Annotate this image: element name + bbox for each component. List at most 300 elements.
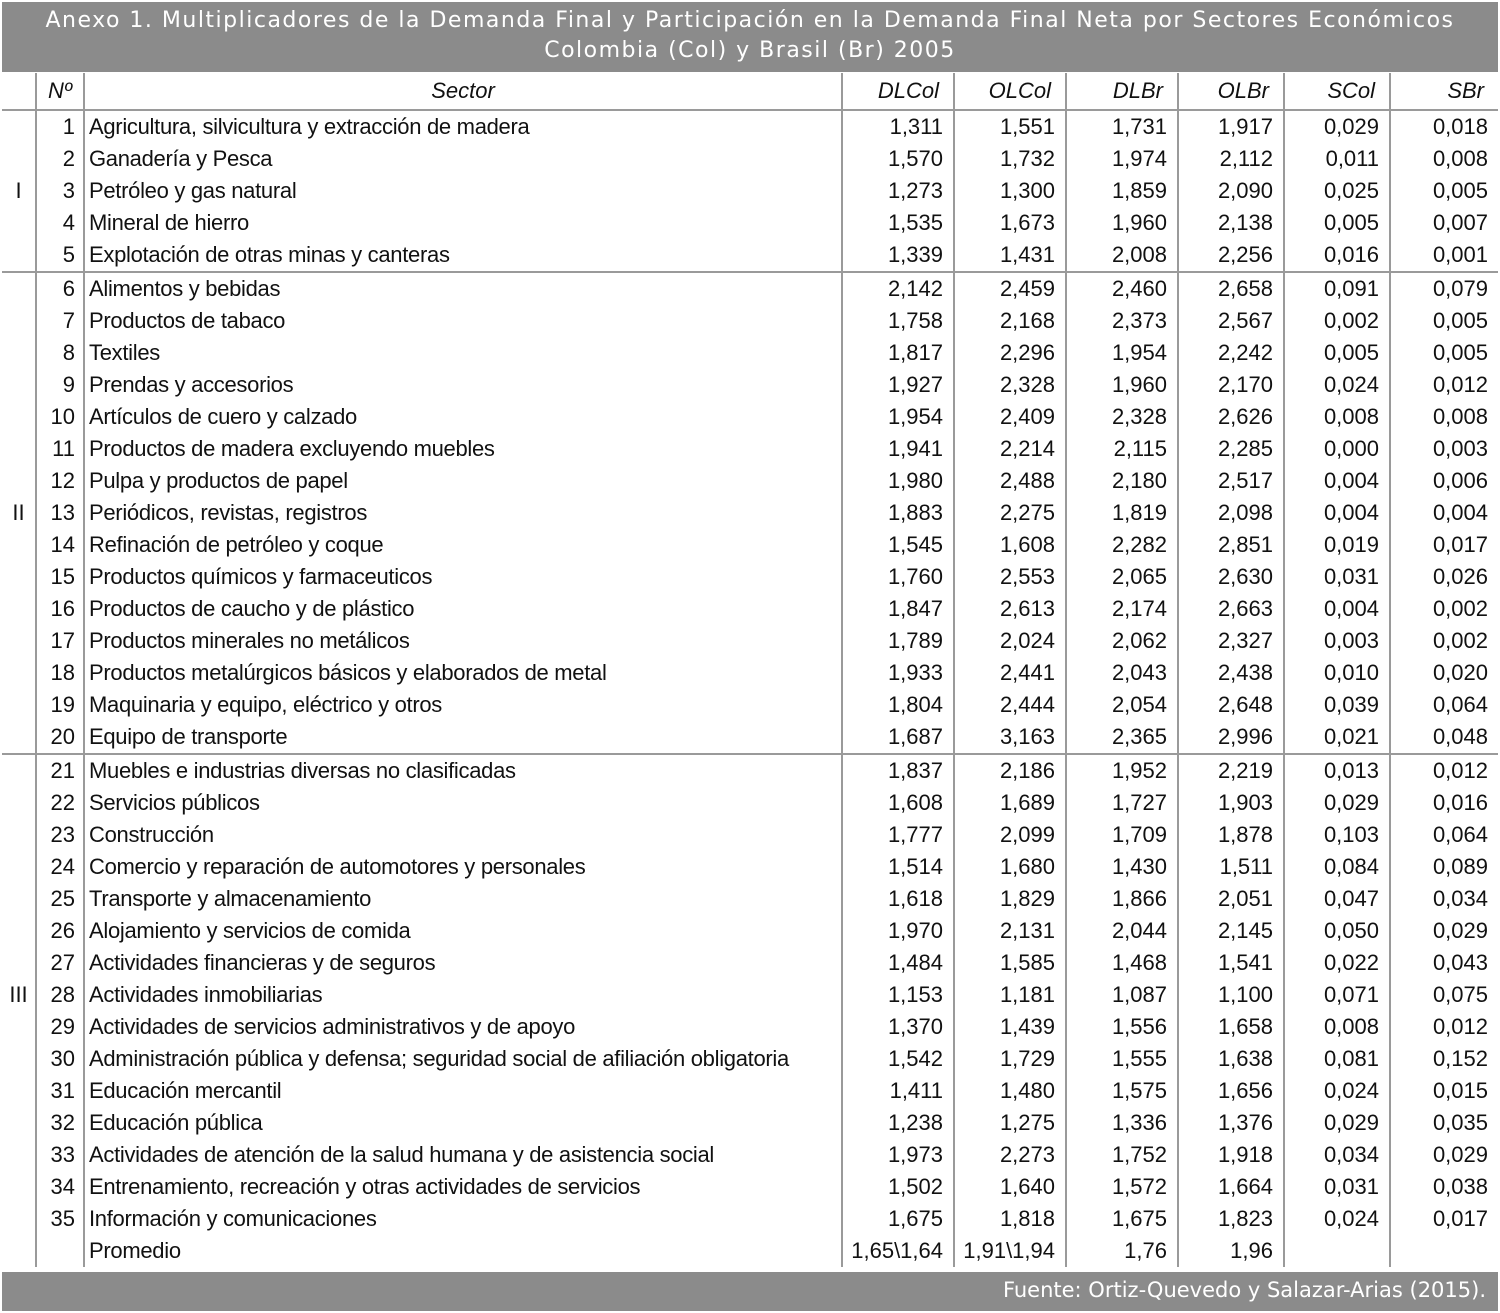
cell-dlbr: 2,282 (1066, 529, 1178, 561)
average-scol (1284, 1235, 1390, 1267)
cell-olbr: 2,170 (1178, 369, 1284, 401)
row-number: 5 (36, 239, 84, 272)
cell-scol: 0,003 (1284, 625, 1390, 657)
cell-sbr: 0,002 (1390, 625, 1498, 657)
cell-sbr: 0,012 (1390, 754, 1498, 787)
cell-olcol: 1,181 (954, 979, 1066, 1011)
cell-dlcol: 1,847 (842, 593, 954, 625)
cell-olcol: 2,214 (954, 433, 1066, 465)
cell-dlbr: 1,087 (1066, 979, 1178, 1011)
row-number: 34 (36, 1171, 84, 1203)
sector-name: Alojamiento y servicios de comida (84, 915, 842, 947)
cell-dlbr: 2,373 (1066, 305, 1178, 337)
cell-dlbr: 1,555 (1066, 1043, 1178, 1075)
cell-sbr: 0,007 (1390, 207, 1498, 239)
cell-olbr: 2,658 (1178, 272, 1284, 305)
sector-name: Productos de tabaco (84, 305, 842, 337)
table-row (2, 529, 1498, 561)
cell-scol: 0,031 (1284, 561, 1390, 593)
table-row (2, 1075, 1498, 1107)
cell-olbr: 2,112 (1178, 143, 1284, 175)
sector-name: Productos metalúrgicos básicos y elaborados de metal (84, 657, 842, 689)
cell-scol: 0,000 (1284, 433, 1390, 465)
cell-dlbr: 2,043 (1066, 657, 1178, 689)
table-row (2, 110, 1498, 143)
table-row (2, 337, 1498, 369)
row-number: 2 (36, 143, 84, 175)
cell-dlcol: 1,933 (842, 657, 954, 689)
row-number: 30 (36, 1043, 84, 1075)
cell-sbr: 0,026 (1390, 561, 1498, 593)
cell-scol: 0,008 (1284, 1011, 1390, 1043)
cell-olbr: 1,511 (1178, 851, 1284, 883)
table-row (2, 143, 1498, 175)
cell-sbr: 0,005 (1390, 175, 1498, 207)
sector-name: Alimentos y bebidas (84, 272, 842, 305)
row-number: 9 (36, 369, 84, 401)
row-number: 15 (36, 561, 84, 593)
cell-scol: 0,004 (1284, 465, 1390, 497)
cell-dlcol: 1,789 (842, 625, 954, 657)
cell-olbr: 1,903 (1178, 787, 1284, 819)
cell-olcol: 1,680 (954, 851, 1066, 883)
cell-sbr: 0,029 (1390, 915, 1498, 947)
cell-scol: 0,103 (1284, 819, 1390, 851)
cell-olbr: 1,656 (1178, 1075, 1284, 1107)
cell-dlbr: 1,336 (1066, 1107, 1178, 1139)
cell-dlbr: 1,752 (1066, 1139, 1178, 1171)
cell-olbr: 2,256 (1178, 239, 1284, 272)
row-number: 32 (36, 1107, 84, 1139)
sector-name: Artículos de cuero y calzado (84, 401, 842, 433)
cell-sbr: 0,079 (1390, 272, 1498, 305)
table-row (2, 1139, 1498, 1171)
cell-olcol: 1,673 (954, 207, 1066, 239)
table-row (2, 851, 1498, 883)
cell-olcol: 2,168 (954, 305, 1066, 337)
cell-sbr: 0,017 (1390, 1203, 1498, 1235)
cell-scol: 0,084 (1284, 851, 1390, 883)
cell-sbr: 0,020 (1390, 657, 1498, 689)
cell-dlcol: 1,238 (842, 1107, 954, 1139)
cell-scol: 0,081 (1284, 1043, 1390, 1075)
cell-dlcol: 1,370 (842, 1011, 954, 1043)
cell-olcol: 2,099 (954, 819, 1066, 851)
row-number: 23 (36, 819, 84, 851)
cell-olbr: 2,098 (1178, 497, 1284, 529)
cell-sbr: 0,035 (1390, 1107, 1498, 1139)
cell-dlcol: 1,941 (842, 433, 954, 465)
table-row (2, 787, 1498, 819)
row-number: 21 (36, 754, 84, 787)
sector-name: Ganadería y Pesca (84, 143, 842, 175)
cell-olbr: 2,663 (1178, 593, 1284, 625)
cell-scol: 0,019 (1284, 529, 1390, 561)
table-row (2, 947, 1498, 979)
cell-olcol: 2,186 (954, 754, 1066, 787)
cell-dlcol: 1,970 (842, 915, 954, 947)
table-row (2, 819, 1498, 851)
cell-olbr: 1,638 (1178, 1043, 1284, 1075)
cell-olcol: 2,553 (954, 561, 1066, 593)
row-number: 31 (36, 1075, 84, 1107)
cell-dlbr: 2,062 (1066, 625, 1178, 657)
row-number: 24 (36, 851, 84, 883)
sector-name: Servicios públicos (84, 787, 842, 819)
cell-sbr: 0,043 (1390, 947, 1498, 979)
cell-sbr: 0,008 (1390, 401, 1498, 433)
row-number: 16 (36, 593, 84, 625)
cell-olcol: 1,608 (954, 529, 1066, 561)
cell-scol: 0,050 (1284, 915, 1390, 947)
cell-olbr: 2,996 (1178, 721, 1284, 754)
row-number: 3 (36, 175, 84, 207)
cell-dlcol: 1,980 (842, 465, 954, 497)
sector-name: Pulpa y productos de papel (84, 465, 842, 497)
cell-olcol: 1,300 (954, 175, 1066, 207)
cell-olcol: 2,024 (954, 625, 1066, 657)
cell-olcol: 2,488 (954, 465, 1066, 497)
cell-olbr: 2,630 (1178, 561, 1284, 593)
cell-sbr: 0,038 (1390, 1171, 1498, 1203)
table-subtitle: Colombia (Col) y Brasil (Br) 2005 (544, 38, 956, 63)
table-row (2, 369, 1498, 401)
sector-name: Educación pública (84, 1107, 842, 1139)
cell-olbr: 2,285 (1178, 433, 1284, 465)
cell-olbr: 2,626 (1178, 401, 1284, 433)
group-label: I (2, 110, 36, 272)
table-body (2, 110, 1498, 1267)
table-row (2, 754, 1498, 787)
row-number: 35 (36, 1203, 84, 1235)
cell-olcol: 1,640 (954, 1171, 1066, 1203)
header-dlbr: DLBr (1066, 73, 1178, 110)
table-row (2, 1011, 1498, 1043)
sector-name: Actividades de servicios administrativos y de apoyo (84, 1011, 842, 1043)
cell-dlcol: 1,484 (842, 947, 954, 979)
cell-dlcol: 1,973 (842, 1139, 954, 1171)
table-row (2, 433, 1498, 465)
row-number: 26 (36, 915, 84, 947)
group-label: III (2, 754, 36, 1235)
cell-sbr: 0,004 (1390, 497, 1498, 529)
cell-dlcol: 1,339 (842, 239, 954, 272)
cell-olbr: 1,541 (1178, 947, 1284, 979)
sector-name: Textiles (84, 337, 842, 369)
cell-scol: 0,021 (1284, 721, 1390, 754)
cell-sbr: 0,006 (1390, 465, 1498, 497)
table-row (2, 207, 1498, 239)
cell-sbr: 0,015 (1390, 1075, 1498, 1107)
cell-dlcol: 1,758 (842, 305, 954, 337)
cell-scol: 0,091 (1284, 272, 1390, 305)
row-number: 29 (36, 1011, 84, 1043)
sector-name: Agricultura, silvicultura y extracción de madera (84, 110, 842, 143)
table-row (2, 239, 1498, 272)
cell-sbr: 0,048 (1390, 721, 1498, 754)
sector-name: Actividades financieras y de seguros (84, 947, 842, 979)
cell-olcol: 1,480 (954, 1075, 1066, 1107)
cell-olcol: 2,459 (954, 272, 1066, 305)
cell-olcol: 1,551 (954, 110, 1066, 143)
cell-olbr: 1,823 (1178, 1203, 1284, 1235)
cell-dlcol: 1,817 (842, 337, 954, 369)
row-number: 20 (36, 721, 84, 754)
table-row (2, 175, 1498, 207)
cell-olcol: 1,439 (954, 1011, 1066, 1043)
cell-sbr: 0,002 (1390, 593, 1498, 625)
cell-olcol: 1,729 (954, 1043, 1066, 1075)
header-olcol: OLCol (954, 73, 1066, 110)
cell-scol: 0,016 (1284, 239, 1390, 272)
cell-scol: 0,005 (1284, 207, 1390, 239)
average-dlbr: 1,76 (1066, 1235, 1178, 1267)
row-number: 8 (36, 337, 84, 369)
cell-olbr: 2,648 (1178, 689, 1284, 721)
cell-dlbr: 1,731 (1066, 110, 1178, 143)
cell-olcol: 2,328 (954, 369, 1066, 401)
footer-bar (2, 1272, 1498, 1311)
header-row (2, 73, 1498, 110)
cell-olcol: 2,131 (954, 915, 1066, 947)
cell-dlcol: 1,837 (842, 754, 954, 787)
table-title: Anexo 1. Multiplicadores de la Demanda Final y Participación en la Demanda Final Neta por Sectores Económicos (45, 8, 1455, 33)
cell-dlbr: 1,575 (1066, 1075, 1178, 1107)
cell-scol: 0,011 (1284, 143, 1390, 175)
cell-scol: 0,029 (1284, 110, 1390, 143)
cell-olbr: 1,100 (1178, 979, 1284, 1011)
sector-name: Explotación de otras minas y canteras (84, 239, 842, 272)
cell-olbr: 1,664 (1178, 1171, 1284, 1203)
header-scol: SCol (1284, 73, 1390, 110)
sector-name: Entrenamiento, recreación y otras actividades de servicios (84, 1171, 842, 1203)
table-row (2, 689, 1498, 721)
header-olbr: OLBr (1178, 73, 1284, 110)
sector-name: Educación mercantil (84, 1075, 842, 1107)
row-number: 7 (36, 305, 84, 337)
row-number: 17 (36, 625, 84, 657)
cell-scol: 0,047 (1284, 883, 1390, 915)
cell-olcol: 1,275 (954, 1107, 1066, 1139)
table-row (2, 1171, 1498, 1203)
cell-sbr: 0,029 (1390, 1139, 1498, 1171)
cell-dlcol: 1,273 (842, 175, 954, 207)
sector-name: Periódicos, revistas, registros (84, 497, 842, 529)
cell-sbr: 0,152 (1390, 1043, 1498, 1075)
sector-name: Maquinaria y equipo, eléctrico y otros (84, 689, 842, 721)
row-number: 22 (36, 787, 84, 819)
cell-dlcol: 1,311 (842, 110, 954, 143)
sector-name: Muebles e industrias diversas no clasificadas (84, 754, 842, 787)
cell-olcol: 1,431 (954, 239, 1066, 272)
average-sbr (1390, 1235, 1498, 1267)
cell-sbr: 0,016 (1390, 787, 1498, 819)
cell-scol: 0,029 (1284, 1107, 1390, 1139)
average-group-blank (2, 1235, 36, 1267)
cell-scol: 0,024 (1284, 1075, 1390, 1107)
header-dlcol: DLCol (842, 73, 954, 110)
row-number: 14 (36, 529, 84, 561)
cell-olbr: 1,658 (1178, 1011, 1284, 1043)
sector-name: Comercio y reparación de automotores y personales (84, 851, 842, 883)
cell-dlcol: 1,514 (842, 851, 954, 883)
cell-dlbr: 1,960 (1066, 207, 1178, 239)
cell-olbr: 2,219 (1178, 754, 1284, 787)
average-dlcol: 1,65\1,64 (842, 1235, 954, 1267)
sector-name: Mineral de hierro (84, 207, 842, 239)
sector-name: Productos de madera excluyendo muebles (84, 433, 842, 465)
sector-name: Productos químicos y farmaceuticos (84, 561, 842, 593)
cell-dlcol: 1,545 (842, 529, 954, 561)
cell-scol: 0,013 (1284, 754, 1390, 787)
sector-name: Actividades de atención de la salud humana y de asistencia social (84, 1139, 842, 1171)
cell-dlcol: 1,927 (842, 369, 954, 401)
cell-dlbr: 1,859 (1066, 175, 1178, 207)
cell-olbr: 1,878 (1178, 819, 1284, 851)
row-number: 25 (36, 883, 84, 915)
average-no-blank (36, 1235, 84, 1267)
cell-dlbr: 1,709 (1066, 819, 1178, 851)
cell-sbr: 0,001 (1390, 239, 1498, 272)
table-row (2, 305, 1498, 337)
table-figure (2, 2, 1498, 1311)
cell-scol: 0,002 (1284, 305, 1390, 337)
cell-dlbr: 1,952 (1066, 754, 1178, 787)
sector-name: Transporte y almacenamiento (84, 883, 842, 915)
cell-scol: 0,005 (1284, 337, 1390, 369)
cell-olbr: 1,376 (1178, 1107, 1284, 1139)
cell-olbr: 1,918 (1178, 1139, 1284, 1171)
cell-dlbr: 2,460 (1066, 272, 1178, 305)
cell-sbr: 0,012 (1390, 369, 1498, 401)
cell-scol: 0,071 (1284, 979, 1390, 1011)
cell-dlcol: 1,804 (842, 689, 954, 721)
cell-olbr: 2,438 (1178, 657, 1284, 689)
row-number: 27 (36, 947, 84, 979)
cell-dlcol: 2,142 (842, 272, 954, 305)
cell-scol: 0,039 (1284, 689, 1390, 721)
cell-dlbr: 1,556 (1066, 1011, 1178, 1043)
sector-name: Petróleo y gas natural (84, 175, 842, 207)
cell-sbr: 0,089 (1390, 851, 1498, 883)
cell-olcol: 1,689 (954, 787, 1066, 819)
sector-name: Productos minerales no metálicos (84, 625, 842, 657)
cell-scol: 0,004 (1284, 497, 1390, 529)
cell-dlcol: 1,760 (842, 561, 954, 593)
sector-name: Información y comunicaciones (84, 1203, 842, 1235)
cell-dlbr: 1,960 (1066, 369, 1178, 401)
cell-dlcol: 1,608 (842, 787, 954, 819)
sector-name: Actividades inmobiliarias (84, 979, 842, 1011)
table-row (2, 401, 1498, 433)
sector-name: Refinación de petróleo y coque (84, 529, 842, 561)
cell-dlcol: 1,883 (842, 497, 954, 529)
header-sector: Sector (84, 73, 842, 110)
cell-olcol: 2,613 (954, 593, 1066, 625)
cell-olbr: 2,145 (1178, 915, 1284, 947)
cell-sbr: 0,005 (1390, 305, 1498, 337)
sector-name: Prendas y accesorios (84, 369, 842, 401)
cell-olbr: 2,090 (1178, 175, 1284, 207)
cell-dlbr: 2,328 (1066, 401, 1178, 433)
average-row (2, 1235, 1498, 1267)
cell-olcol: 2,444 (954, 689, 1066, 721)
cell-olcol: 2,441 (954, 657, 1066, 689)
cell-dlcol: 1,411 (842, 1075, 954, 1107)
cell-olcol: 1,818 (954, 1203, 1066, 1235)
cell-olcol: 3,163 (954, 721, 1066, 754)
table-row (2, 883, 1498, 915)
table-row (2, 561, 1498, 593)
cell-dlbr: 1,430 (1066, 851, 1178, 883)
cell-dlcol: 1,675 (842, 1203, 954, 1235)
group-label: II (2, 272, 36, 754)
cell-sbr: 0,008 (1390, 143, 1498, 175)
table-row (2, 657, 1498, 689)
cell-dlbr: 1,468 (1066, 947, 1178, 979)
cell-olbr: 2,327 (1178, 625, 1284, 657)
cell-dlbr: 2,008 (1066, 239, 1178, 272)
cell-olcol: 2,275 (954, 497, 1066, 529)
average-label: Promedio (84, 1235, 842, 1267)
cell-olcol: 2,409 (954, 401, 1066, 433)
cell-dlcol: 1,542 (842, 1043, 954, 1075)
cell-scol: 0,024 (1284, 369, 1390, 401)
row-number: 12 (36, 465, 84, 497)
row-number: 1 (36, 110, 84, 143)
cell-olcol: 1,829 (954, 883, 1066, 915)
header-group (2, 73, 36, 110)
table-row (2, 497, 1498, 529)
table-row (2, 1043, 1498, 1075)
row-number: 6 (36, 272, 84, 305)
cell-olcol: 2,296 (954, 337, 1066, 369)
cell-dlbr: 2,044 (1066, 915, 1178, 947)
row-number: 33 (36, 1139, 84, 1171)
cell-sbr: 0,003 (1390, 433, 1498, 465)
cell-scol: 0,034 (1284, 1139, 1390, 1171)
row-number: 19 (36, 689, 84, 721)
cell-scol: 0,010 (1284, 657, 1390, 689)
cell-olcol: 2,273 (954, 1139, 1066, 1171)
cell-olbr: 2,851 (1178, 529, 1284, 561)
cell-scol: 0,024 (1284, 1203, 1390, 1235)
source-note: Fuente: Ortiz-Quevedo y Salazar-Arias (2015). (1002, 1278, 1486, 1302)
cell-olcol: 1,585 (954, 947, 1066, 979)
cell-dlcol: 1,618 (842, 883, 954, 915)
cell-dlcol: 1,153 (842, 979, 954, 1011)
cell-dlbr: 1,866 (1066, 883, 1178, 915)
table-row (2, 593, 1498, 625)
cell-scol: 0,031 (1284, 1171, 1390, 1203)
cell-scol: 0,008 (1284, 401, 1390, 433)
row-number: 18 (36, 657, 84, 689)
cell-dlcol: 1,954 (842, 401, 954, 433)
cell-dlbr: 2,115 (1066, 433, 1178, 465)
cell-sbr: 0,018 (1390, 110, 1498, 143)
sector-name: Productos de caucho y de plástico (84, 593, 842, 625)
cell-sbr: 0,005 (1390, 337, 1498, 369)
cell-scol: 0,004 (1284, 593, 1390, 625)
table-row (2, 1107, 1498, 1139)
header-sbr: SBr (1390, 73, 1498, 110)
cell-sbr: 0,012 (1390, 1011, 1498, 1043)
sector-name: Administración pública y defensa; seguridad social de afiliación obligatoria (84, 1043, 842, 1075)
cell-scol: 0,029 (1284, 787, 1390, 819)
cell-scol: 0,022 (1284, 947, 1390, 979)
cell-olbr: 2,051 (1178, 883, 1284, 915)
cell-dlbr: 2,065 (1066, 561, 1178, 593)
